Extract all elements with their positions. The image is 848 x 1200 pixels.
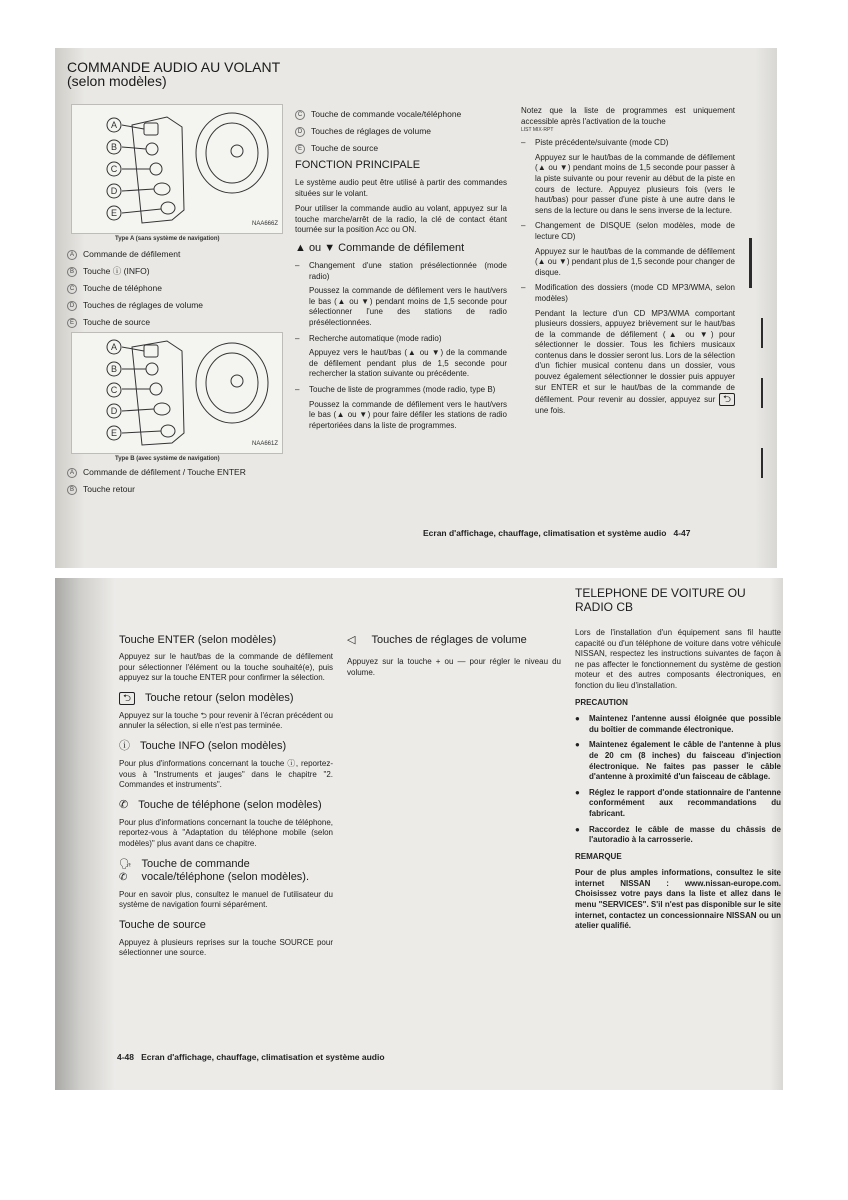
bullet-item: ● Maintenez également le câble de l'antenne à plus de 20 cm (8 inches) du faisceau d'injection électronique. Ne faites pas passer le câble d'antenne à proximité d'un faisceau de câblage. [575, 740, 781, 782]
heading-scroll-control: ▲ ou ▼ Commande de défilement [295, 241, 465, 254]
list-item: – Changement d'une station présélectionnée (mode radio) [295, 260, 507, 281]
callout-e: E [110, 428, 118, 438]
steering-wheel-illustration [72, 333, 284, 455]
paragraph: Pour utiliser la commande audio au volant, appuyez sur la touche marche/arrêt de la radio, la clé de contact étant tournée sur la position Acc ou ON. [295, 204, 507, 235]
legend-item: C Touche de commande vocale/téléphone [295, 106, 507, 123]
heading-main-function: FONCTION PRINCIPALE [295, 159, 421, 171]
remark-paragraph: Pour de plus amples informations, consultez le site internet NISSAN : www.nissan-europe.com. Choisissez votre pays dans la liste et allez dans le menu "SERVICES". S'il n'est pas disponible sur le site internet, contactez un concessionnaire NISSAN ou un atelier qualifié. [575, 868, 781, 931]
page-number: 4-47 [673, 528, 691, 538]
bullet-item: ● Maintenez l'antenne aussi éloignée que possible du boîtier de commande électronique. [575, 714, 781, 734]
paragraph: Appuyez sur la touche + ou — pour régler le niveau du volume. [347, 657, 561, 677]
column-cd-functions [521, 106, 735, 417]
heading-source-button: Touche de source [119, 918, 206, 931]
phone-icon: ✆ [119, 798, 129, 811]
page-footer: Ecran d'affichage, chauffage, climatisation et système audio 4-47 [423, 528, 691, 538]
diagram-caption: Type A (sans système de navigation) [115, 236, 220, 242]
chapter-tab-mark [749, 238, 752, 288]
legend-type-a [67, 246, 287, 331]
list-key-label: LIST MIX·RPT [521, 127, 554, 134]
column-buttons [119, 634, 333, 964]
legend-item: A Commande de défilement / Touche ENTER [67, 464, 297, 481]
list-item-body: Appuyez sur le haut/bas de la commande de défilement (▲ ou ▼) pendant plus de 1,5 seconde pour changer de disque. [535, 246, 735, 277]
diagram-code: NAA666Z [251, 221, 278, 227]
callout-c: C [110, 385, 118, 395]
precaution-heading: PRECAUTION [575, 697, 628, 707]
chapter-tab-mark [761, 448, 763, 478]
legend-item: A Commande de défilement [67, 246, 287, 263]
column-car-phone [575, 586, 781, 932]
heading-voice-button: 🗣✆ Touche de commande vocale/téléphone (selon modèles). [119, 857, 310, 883]
list-item: – Recherche automatique (mode radio) [295, 333, 442, 343]
list-item-body: Pendant la lecture d'un CD MP3/WMA comportant plusieurs dossiers, appuyez brièvement sur le haut/bas de la commande de défilement (▲ ou ▼) pour sélectionner le dossier. Tous les fichiers musicaux contenus dans le dossier seront lus. Lors de la sélection d'un fichier musical contenu dans un dossier, vous pouvez également sélectionner le dossier puis appuyer sur ENTER et sur le haut/bas de la commande de défilement. Pour revenir au dossier, appuyez sur ⮌ une fois. [535, 308, 735, 416]
legend-item: E Touche de source [295, 140, 507, 157]
bullet-item: ● Réglez le rapport d'onde stationnaire de l'antenne conformément aux recommandations du fabricant. [575, 787, 781, 818]
legend-item: D Touches de réglages de volume [295, 123, 507, 140]
section-subtitle: (selon modèles) [67, 73, 167, 89]
callout-e: E [110, 208, 118, 218]
legend-item: C Touche de téléphone [67, 280, 287, 297]
list-item: – Modification des dossiers (mode CD MP3/WMA, selon modèles) [521, 283, 735, 303]
paragraph: Pour plus d'informations concernant la touche ⓘ, reportez-vous à "Instruments et jauges" dans le chapitre "2. Commandes et instruments". [119, 758, 333, 790]
callout-a: A [110, 120, 118, 130]
page-footer: 4-48 Ecran d'affichage, chauffage, climatisation et système audio [117, 1052, 385, 1062]
paragraph: Lors de l'installation d'un équipement sans fil hautte capacité ou d'un téléphone de voiture dans votre véhicule NISSAN, respectez les instructions suivantes de façon à ne pas affecter le fonctionnement du système de gestion moteur et des autres composants électroniques, en fonction du lieu d'installation. [575, 628, 781, 690]
callout-b: B [110, 142, 118, 152]
list-item: – Touche de liste de programmes (mode radio, type B) [295, 384, 496, 394]
info-icon: ⓘ [119, 739, 130, 752]
section-title: TELEPHONE DE VOITURE OU RADIO CB [575, 586, 746, 614]
callout-d: D [110, 186, 118, 196]
diagram-caption: Type B (avec système de navigation) [115, 456, 220, 462]
paragraph: Le système audio peut être utilisé à partir des commandes situées sur le volant. [295, 178, 507, 198]
callout-a: A [110, 342, 118, 352]
page-4-48 [55, 578, 783, 1090]
voice-phone-icon: 🗣✆ [119, 858, 132, 883]
page-number: 4-48 [117, 1052, 135, 1062]
callout-b: B [110, 364, 118, 374]
chapter-tab-mark [761, 378, 763, 408]
heading-info-button: ⓘ Touche INFO (selon modèles) [119, 739, 287, 752]
remark-heading: REMARQUE [575, 851, 622, 861]
paragraph: Notez que la liste de programmes est uniquement accessible après l'activation de la touche [521, 106, 735, 126]
back-icon: ⮌ [719, 393, 735, 406]
paragraph: Pour plus d'informations concernant la touche de téléphone, reportez-vous à "Adaptation du téléphone mobile (selon modèles)" plus avant dans ce chapitre. [119, 817, 333, 848]
list-item-body: Poussez la commande de défilement vers le haut/vers le bas (▲ ou ▼) pour faire défiler les stations de radio répertoriées dans la liste de programmes. [309, 399, 507, 430]
callout-c: C [110, 164, 118, 174]
callout-d: D [110, 406, 118, 416]
paragraph: Appuyez sur la touche ⮌ pour revenir à l'écran précédent ou annuler la sélection, si elle n'est pas terminée. [119, 710, 333, 731]
steering-diagram-type-b [71, 332, 283, 454]
diagram-code: NAA661Z [251, 441, 278, 447]
legend-item: B Touche retour [67, 481, 297, 498]
section-title: COMMANDE AUDIO AU VOLANT [67, 59, 281, 75]
paragraph: Appuyez à plusieurs reprises sur la touche SOURCE pour sélectionner une source. [119, 937, 333, 958]
legend-type-b [67, 464, 297, 498]
legend-item: E Touche de source [67, 314, 287, 331]
legend-item: D Touches de réglages de volume [67, 297, 287, 314]
heading-back-button: ⮌ Touche retour (selon modèles) [119, 692, 333, 705]
steering-diagram-type-a [71, 104, 283, 234]
steering-wheel-illustration [72, 105, 284, 235]
heading-enter-button: Touche ENTER (selon modèles) [119, 634, 277, 646]
list-item-body: Appuyez vers le haut/bas (▲ ou ▼) de la commande de défilement pendant plus de 1,5 seconde pour rechercher la station suivante ou précédente. [309, 348, 507, 379]
heading-phone-button: ✆ Touche de téléphone (selon modèles) [119, 798, 322, 811]
list-item-body: Appuyez sur le haut/bas de la commande de défilement (▲ ou ▼) pendant moins de 1,5 seconde pour passer à la piste suivante ou pour revenir au début de la piste en cours de lecture. Appuyez plusieurs fois (vers le haut/bas) pour passer d'une piste à une autre dans le sens de la lecture ou dans le sens inverse de la lecture. [535, 152, 735, 215]
back-icon: ⮌ [119, 692, 135, 705]
list-item: – Piste précédente/suivante (mode CD) [521, 138, 669, 148]
list-item-body: Poussez la commande de défilement vers le haut/vers le bas (▲ ou ▼) pendant moins de 1,5 seconde pour sélectionner l'une des stations de radio présélectionnées. [309, 286, 507, 327]
bullet-item: ● Raccordez le câble de masse du châssis de l'autoradio à la carrosserie. [575, 824, 781, 845]
column-main-function [295, 106, 507, 436]
page-4-47 [55, 48, 777, 568]
column-volume [347, 634, 561, 678]
list-item: – Changement de DISQUE (selon modèles, mode de lecture CD) [521, 221, 735, 241]
chapter-tab-mark [761, 318, 763, 348]
heading-volume: ◁ Touches de réglages de volume [347, 634, 527, 646]
paragraph: Pour en savoir plus, consultez le manuel de l'utilisateur du système de navigation fourni séparément. [119, 889, 333, 910]
legend-item: B Touche ⓘ (INFO) [67, 263, 287, 280]
paragraph: Appuyez sur le haut/bas de la commande de défilement pour sélectionner l'élément ou la touche souhaité(e), puis appuyez sur la touche ENTER pour confirmer la sélection. [119, 652, 333, 683]
speaker-icon: ◁ [347, 634, 356, 646]
